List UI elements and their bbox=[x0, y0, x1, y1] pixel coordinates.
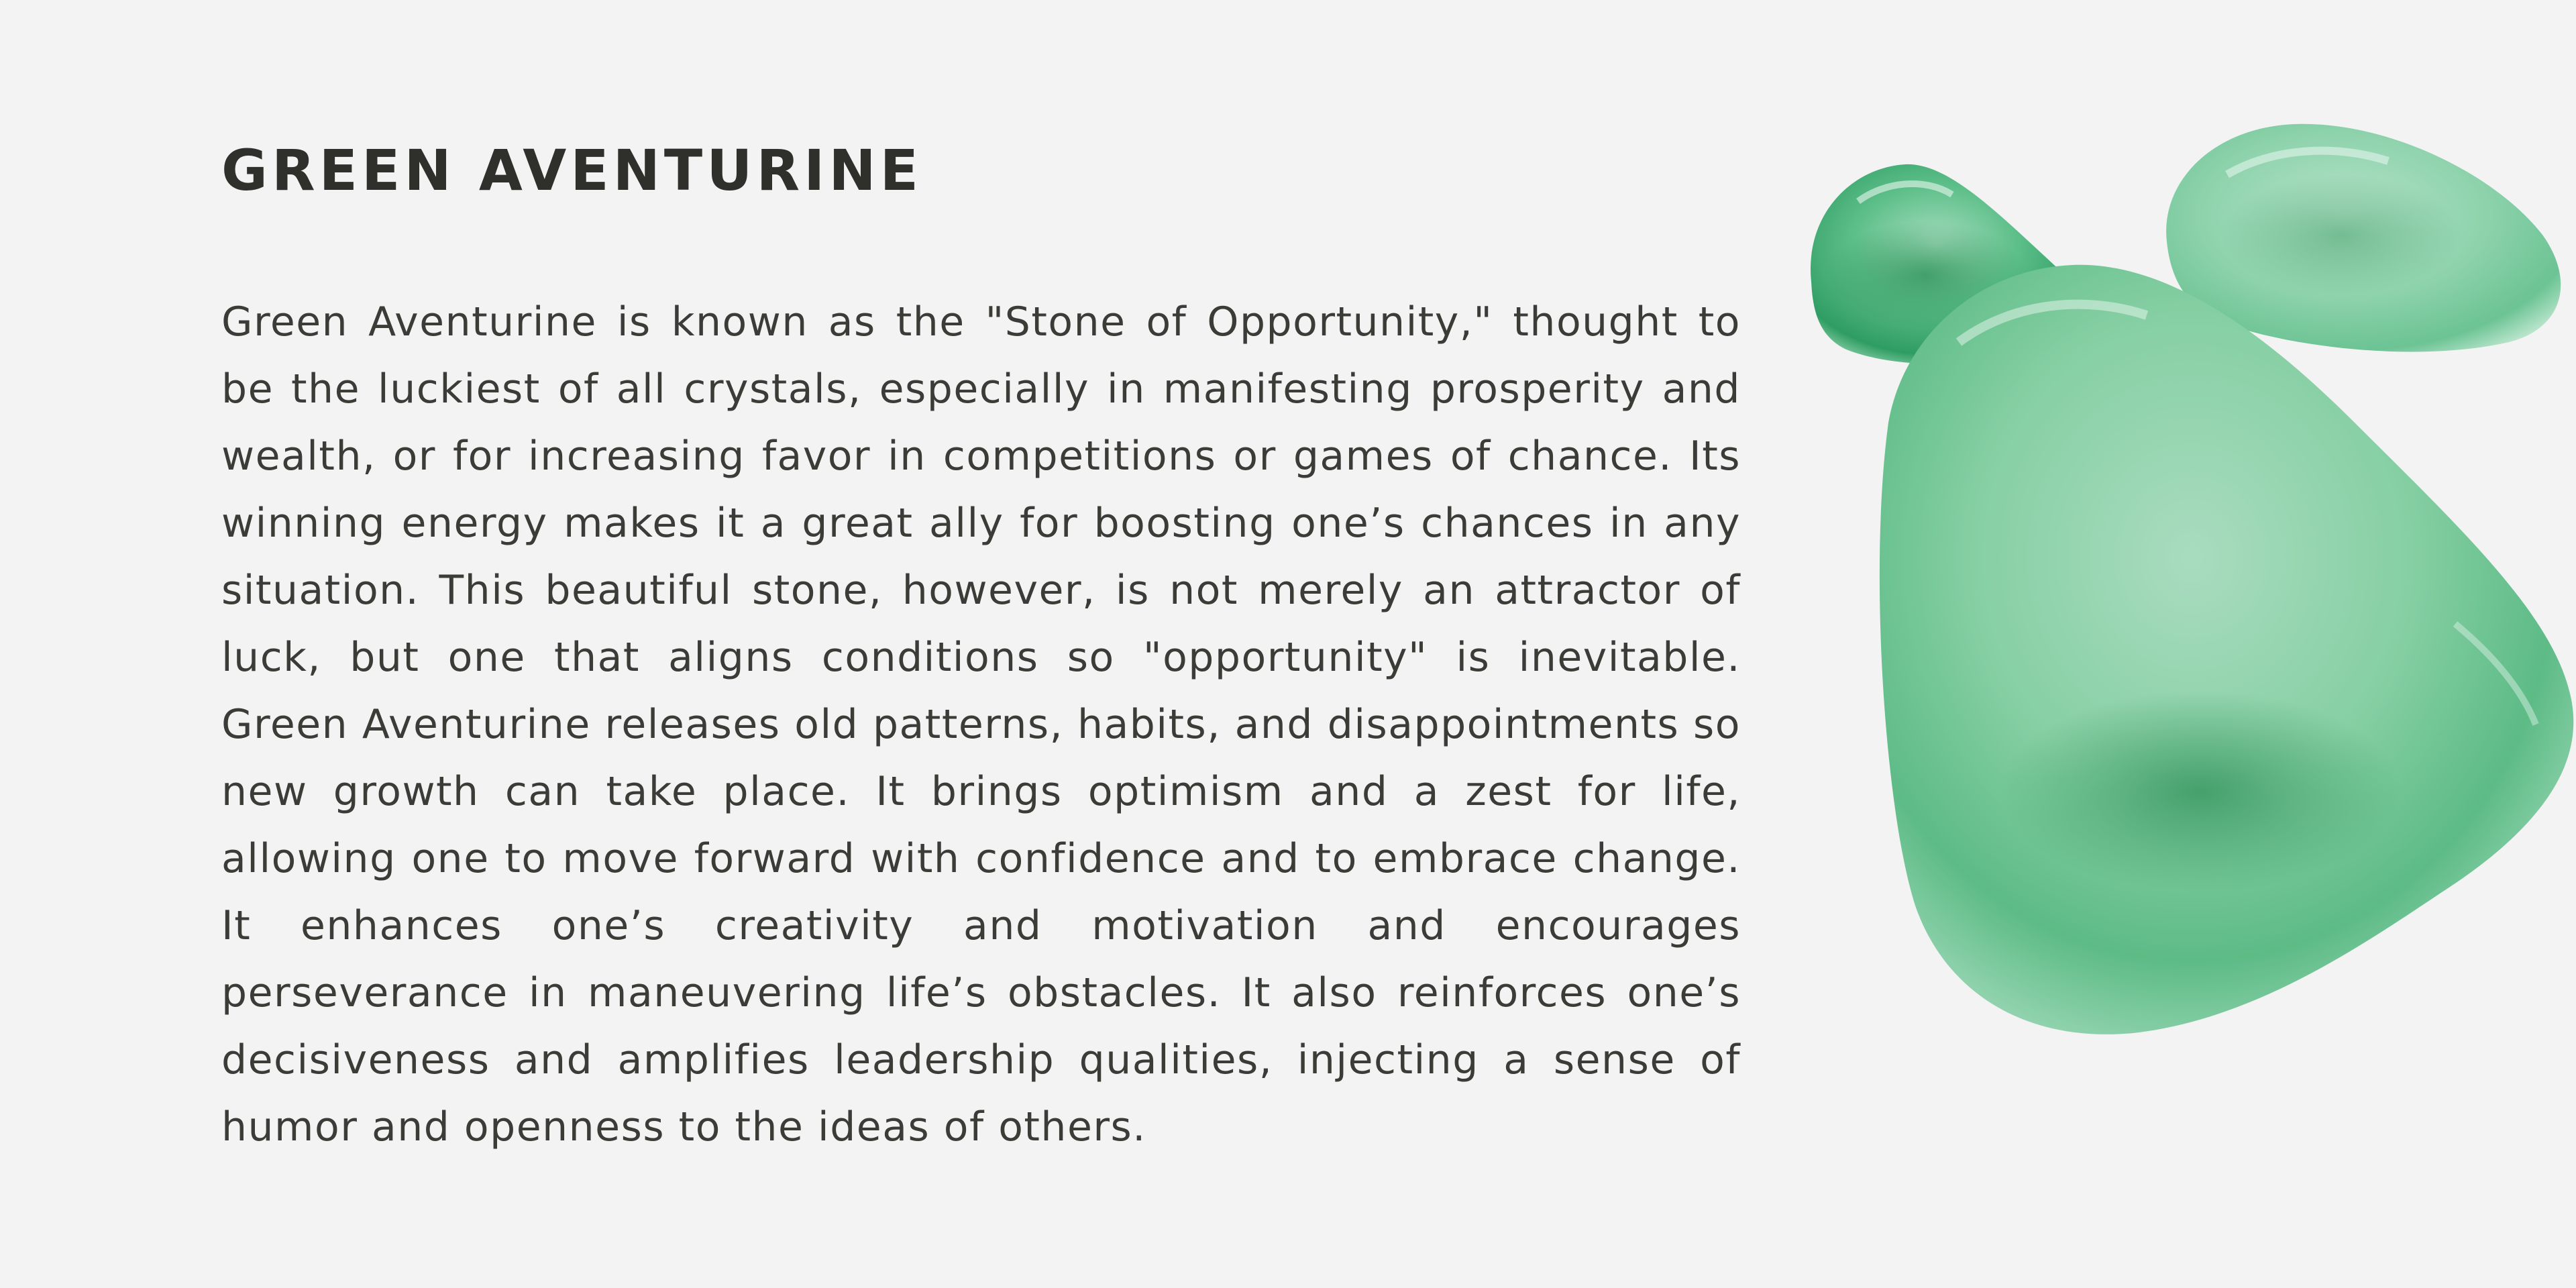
green-aventurine-stones-image bbox=[1784, 101, 2576, 1174]
description-paragraph: Green Aventurine is known as the "Stone of Opportunity," thought to be the luckiest of all crystals, especially in manifesting prosperity and wealth, or for increasing favor in competitions or games of chance. Its winning energy makes it a great ally for boosting one’s chances in any situation. This beautiful stone, however, is not merely an attractor of luck, but one that aligns conditions so "opportunity" is inevitable. Green Aventurine releases old patterns, habits, and disappointments so new growth can take place. It brings optimism and a zest for life, allowing one to move forward with confidence and to embrace change. It enhances one’s creativity and motivation and encourages perseverance in maneuvering life’s obstacles. It also reinforces one’s decisiveness and amplifies leadership qualities, injecting a sense of humor and openness to the ideas of others. bbox=[221, 299, 1741, 1150]
large-stone-shape bbox=[1880, 265, 2573, 1034]
page-title: GREEN AVENTURINE bbox=[221, 138, 923, 203]
